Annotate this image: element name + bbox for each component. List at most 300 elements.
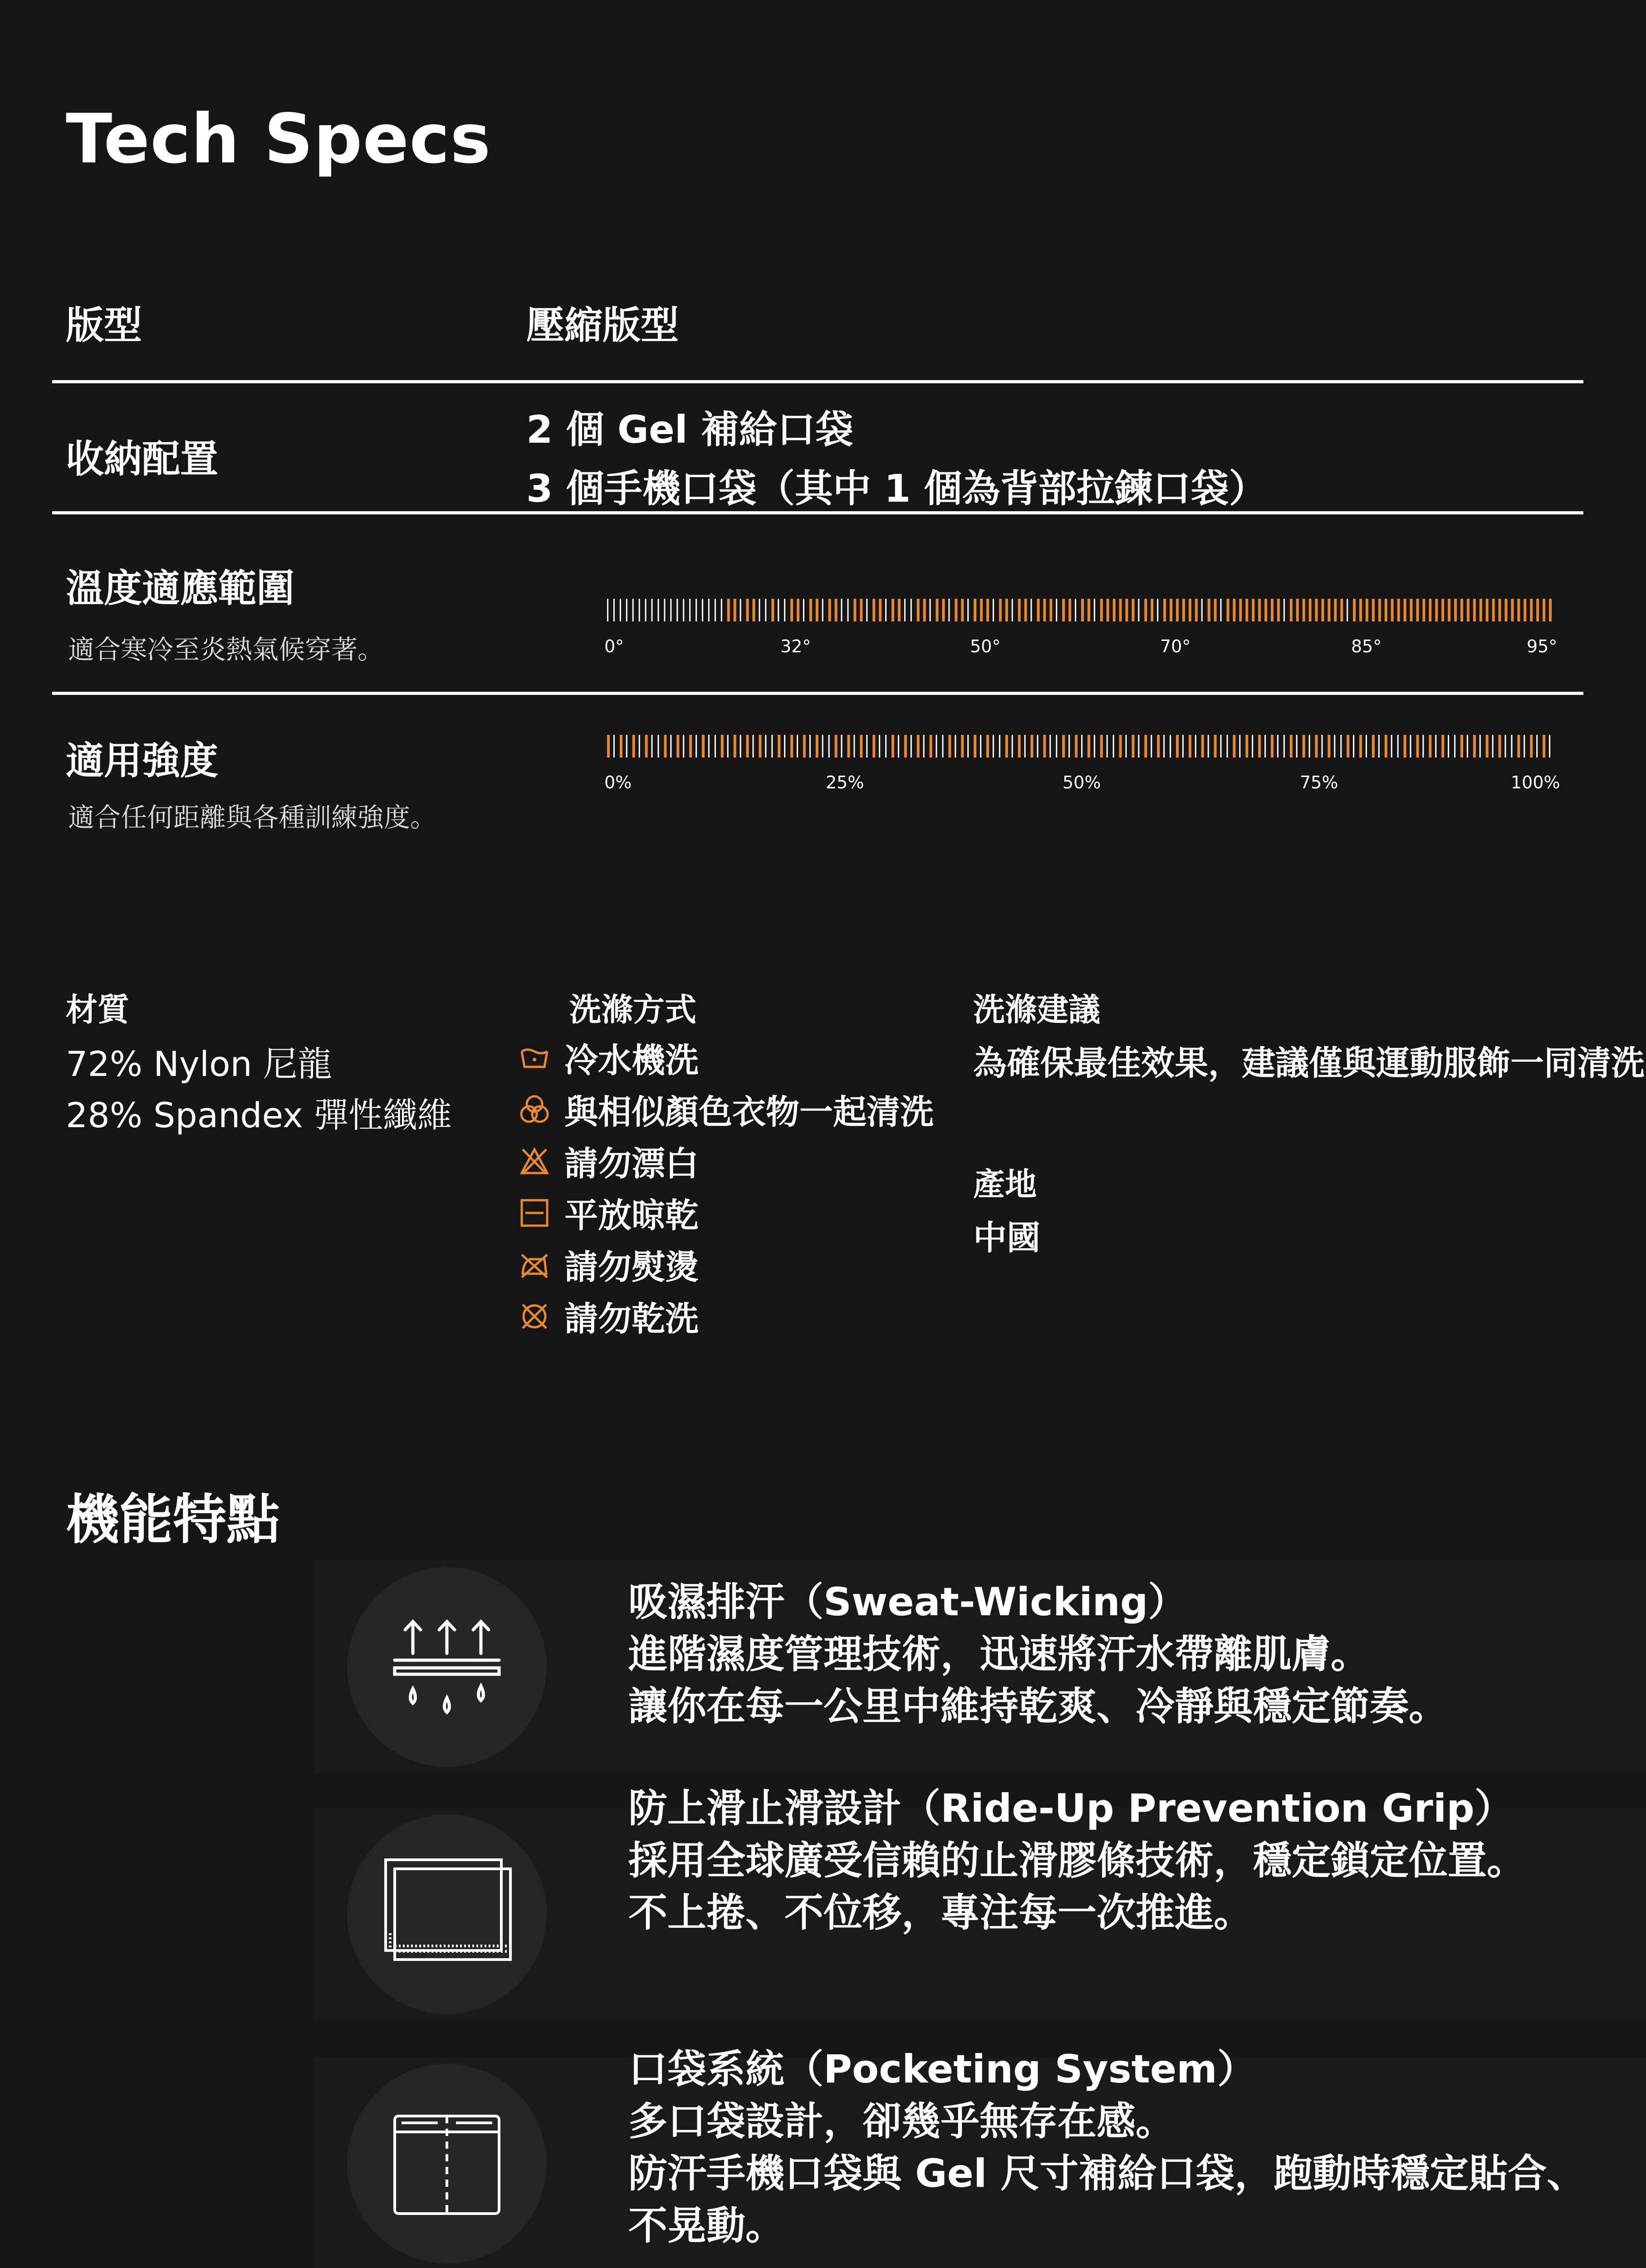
- scale-bar: [1189, 599, 1191, 621]
- scale-bar: [1353, 735, 1354, 758]
- scale-bar: [1195, 735, 1196, 758]
- scale-bar: [853, 735, 855, 758]
- scale-bar: [841, 735, 843, 758]
- scale-bar: [645, 735, 648, 758]
- grip-band-icon: [347, 1814, 547, 2014]
- scale-bar: [911, 599, 912, 621]
- scale-bar: [879, 599, 882, 621]
- temperature-tick-label: 95°: [1527, 636, 1558, 656]
- scale-bar: [1239, 599, 1242, 621]
- scale-bar: [1353, 599, 1356, 621]
- scale-bar: [961, 599, 964, 621]
- feature-text-block: [628, 1576, 1448, 1733]
- scale-bar: [645, 599, 647, 621]
- scale-bar: [923, 735, 925, 758]
- temperature-subtitle: 適合寒冷至炎熱氣候穿著。: [68, 634, 384, 665]
- care-item: [518, 1032, 934, 1084]
- feature-text-block: [628, 1783, 1526, 1939]
- scale-bar: [734, 599, 736, 621]
- scale-bar: [1245, 735, 1248, 758]
- divider: [52, 511, 1583, 514]
- scale-bar: [898, 599, 901, 621]
- scale-bar: [1277, 735, 1279, 758]
- intensity-label: 適用強度: [66, 738, 219, 783]
- scale-bar: [1208, 735, 1209, 758]
- scale-bar: [841, 599, 843, 621]
- care-item-label: 冷水機洗: [564, 1041, 699, 1080]
- scale-bar: [1372, 599, 1375, 621]
- page-title: Tech Specs: [66, 100, 491, 179]
- feature-icon-circle: [347, 2064, 547, 2263]
- scale-bar: [1157, 735, 1160, 758]
- scale-bar: [1088, 735, 1090, 758]
- scale-bar: [1511, 735, 1513, 758]
- scale-bar: [1151, 735, 1152, 758]
- care-item-label: 請勿熨燙: [564, 1248, 699, 1287]
- intensity-tick-label: 100%: [1511, 772, 1560, 792]
- scale-bar: [1448, 735, 1449, 758]
- scale-bar: [885, 735, 887, 758]
- scale-bar: [1378, 599, 1381, 621]
- scale-bar: [999, 735, 1000, 758]
- scale-bar: [1012, 735, 1013, 758]
- scale-bar: [790, 735, 793, 758]
- scale-bar: [696, 599, 697, 621]
- scale-bar: [790, 599, 793, 621]
- scale-bar: [784, 735, 785, 758]
- intensity-tick-label: 25%: [826, 772, 864, 792]
- scale-bar: [765, 599, 766, 621]
- scale-bar: [1543, 599, 1545, 621]
- scale-bar: [1303, 735, 1305, 758]
- pocket-system-icon: [347, 2064, 547, 2263]
- scale-bar: [1435, 599, 1438, 621]
- scale-bar: [1397, 599, 1400, 621]
- scale-bar: [1151, 599, 1153, 621]
- scale-bar: [1309, 599, 1312, 621]
- scale-bar: [1479, 735, 1481, 758]
- scale-bar: [1378, 735, 1380, 758]
- scale-bar: [1220, 599, 1222, 621]
- scale-bar: [1264, 599, 1267, 621]
- scale-bar: [683, 599, 684, 621]
- scale-bar: [626, 599, 627, 621]
- features-title: 機能特點: [66, 1488, 280, 1551]
- intensity-scale: [603, 730, 1565, 794]
- scale-bar: [1126, 599, 1128, 621]
- divider: [52, 692, 1583, 695]
- scale-bar: [1037, 599, 1040, 621]
- scale-bar: [1536, 735, 1538, 758]
- feature-description: 不晃動。: [628, 2203, 784, 2248]
- scale-bar: [835, 735, 838, 758]
- scale-bar: [664, 599, 665, 621]
- scale-bar: [1334, 735, 1335, 758]
- scale-bar: [1094, 735, 1095, 758]
- scale-bar: [1163, 599, 1166, 621]
- scale-bar: [1088, 599, 1090, 621]
- scale-bar: [1037, 735, 1039, 758]
- no-dry-clean-icon: [518, 1300, 551, 1333]
- no-bleach-icon: [518, 1145, 551, 1178]
- scale-bar: [1024, 599, 1027, 621]
- scale-bar: [1283, 599, 1285, 621]
- scale-bar: [778, 735, 780, 758]
- feature-description: 採用全球廣受信賴的止滑膠條技術，穩定鎖定位置。: [628, 1838, 1526, 1883]
- scale-bar: [1126, 735, 1127, 758]
- scale-bar: [936, 735, 937, 758]
- scale-bar: [1201, 735, 1204, 758]
- scale-bar: [1460, 599, 1463, 621]
- care-item: [518, 1135, 934, 1187]
- scale-bar: [999, 599, 1002, 621]
- scale-bar: [1492, 599, 1495, 621]
- material-line: 72% Nylon 尼龍: [66, 1044, 332, 1084]
- scale-bar: [1107, 599, 1109, 621]
- scale-bar: [1303, 599, 1305, 621]
- scale-bar: [1385, 599, 1387, 621]
- scale-bar: [1176, 735, 1179, 758]
- scale-bar: [759, 599, 760, 621]
- scale-bar: [1227, 599, 1230, 621]
- scale-bar: [955, 599, 957, 621]
- scale-bar: [872, 735, 875, 758]
- scale-bar: [1075, 735, 1078, 758]
- scale-bar: [727, 735, 729, 758]
- scale-bar: [879, 735, 880, 758]
- care-item: [518, 1290, 934, 1342]
- scale-bar: [620, 735, 622, 758]
- scale-bar: [809, 599, 812, 621]
- feature-heading: 防上滑止滑設計（Ride-Up Prevention Grip）: [628, 1786, 1514, 1831]
- scale-bar: [1227, 735, 1228, 758]
- fit-label: 版型: [66, 303, 142, 347]
- scale-bar: [727, 599, 730, 621]
- scale-bar: [1233, 599, 1235, 621]
- scale-bar: [1214, 735, 1217, 758]
- scale-bar: [1429, 599, 1431, 621]
- scale-bar: [1252, 735, 1253, 758]
- scale-bar: [1315, 735, 1318, 758]
- scale-bar: [1100, 735, 1103, 758]
- scale-bar: [753, 599, 755, 621]
- scale-bar: [866, 735, 867, 758]
- intensity-tick-label: 50%: [1063, 772, 1101, 792]
- scale-bar: [1176, 599, 1179, 621]
- scale-bar: [1239, 735, 1240, 758]
- scale-bar: [607, 599, 608, 621]
- scale-bar: [942, 735, 944, 758]
- scale-bar: [803, 735, 806, 758]
- scale-bar: [1113, 735, 1114, 758]
- scale-bar: [746, 735, 749, 758]
- care-heading: 洗滌方式: [569, 991, 696, 1028]
- scale-bar: [1283, 735, 1285, 758]
- scale-bar: [1530, 735, 1533, 758]
- scale-bar: [993, 735, 994, 758]
- care-item: [518, 1084, 934, 1135]
- scale-bar: [948, 599, 950, 621]
- scale-bar: [1068, 735, 1070, 758]
- temperature-tick-label: 85°: [1351, 636, 1382, 656]
- scale-bar: [1031, 735, 1034, 758]
- material-line: 28% Spandex 彈性纖維: [66, 1095, 452, 1135]
- origin-value: 中國: [973, 1218, 1040, 1257]
- scale-bar: [607, 735, 610, 758]
- scale-bar: [1144, 599, 1147, 621]
- scale-bar: [974, 735, 976, 758]
- storage-label: 收納配置: [66, 437, 219, 481]
- scale-bar: [847, 735, 850, 758]
- scale-bar: [1182, 599, 1185, 621]
- scale-bar: [1340, 735, 1342, 758]
- scale-bar: [1536, 599, 1539, 621]
- intensity-tick-label: 75%: [1300, 772, 1338, 792]
- scale-bar: [1290, 599, 1293, 621]
- origin-heading: 產地: [973, 1166, 1037, 1203]
- scale-bar: [1511, 599, 1514, 621]
- scale-bar: [1170, 599, 1172, 621]
- scale-bar: [1410, 735, 1411, 758]
- care-item-label: 請勿漂白: [564, 1144, 699, 1183]
- scale-bar: [734, 735, 736, 758]
- scale-bar: [1315, 599, 1318, 621]
- feature-heading: 吸濕排汗（Sweat-Wicking）: [628, 1579, 1187, 1625]
- scale-bar: [1081, 735, 1083, 758]
- scale-bar: [809, 735, 811, 758]
- fit-value: 壓縮版型: [526, 303, 679, 347]
- scale-bar: [986, 735, 989, 758]
- scale-bar: [1043, 735, 1046, 758]
- feature-text-block: [628, 2043, 1586, 2252]
- scale-bar: [1328, 599, 1330, 621]
- scale-bar: [1524, 599, 1526, 621]
- scale-bar: [1138, 599, 1139, 621]
- feature-description: 讓你在每一公里中維持乾爽、冷靜與穩定節奏。: [628, 1684, 1448, 1729]
- care-item-label: 請勿乾洗: [564, 1300, 699, 1339]
- intensity-subtitle: 適合任何距離與各種訓練強度。: [68, 802, 437, 833]
- scale-bar: [1473, 735, 1476, 758]
- scale-bar: [715, 735, 716, 758]
- scale-bar: [708, 735, 710, 758]
- scale-bar: [1366, 599, 1368, 621]
- scale-bar: [1441, 735, 1444, 758]
- scale-bar: [632, 599, 634, 621]
- feature-icon-circle: [347, 1814, 547, 2014]
- scale-bar: [923, 599, 926, 621]
- scale-bar: [1530, 599, 1533, 621]
- scale-bar: [1056, 599, 1057, 621]
- scale-bar: [639, 599, 640, 621]
- scale-bar: [778, 599, 779, 621]
- scale-bar: [1138, 735, 1139, 758]
- scale-bar: [797, 735, 798, 758]
- scale-bar: [1549, 735, 1550, 758]
- scale-bar: [1068, 599, 1071, 621]
- temperature-label: 溫度適應範圍: [66, 566, 295, 611]
- scale-bar: [1416, 735, 1419, 758]
- scale-bar: [974, 599, 976, 621]
- scale-bar: [1359, 599, 1362, 621]
- scale-bar: [835, 599, 838, 621]
- intensity-tick-label: 0%: [604, 772, 632, 792]
- scale-bar: [860, 735, 862, 758]
- scale-bar: [860, 599, 862, 621]
- advice-heading: 洗滌建議: [973, 991, 1100, 1028]
- care-list: [518, 1032, 934, 1342]
- scale-bar: [1296, 735, 1298, 758]
- scale-bar: [853, 599, 856, 621]
- scale-bar: [1322, 735, 1323, 758]
- scale-bar: [1012, 599, 1013, 621]
- scale-bar: [1486, 735, 1489, 758]
- scale-bar: [828, 599, 831, 621]
- scale-bar: [1119, 599, 1122, 621]
- temperature-tick-label: 70°: [1160, 636, 1191, 656]
- scale-bar: [967, 599, 969, 621]
- scale-bar: [917, 599, 920, 621]
- no-iron-icon: [518, 1248, 551, 1281]
- scale-bar: [1441, 599, 1444, 621]
- sweat-wicking-icon: [347, 1567, 547, 1767]
- scale-bar: [1062, 599, 1065, 621]
- dry-flat-icon: [518, 1197, 551, 1229]
- scale-bar: [885, 599, 887, 621]
- scale-bar: [866, 599, 867, 621]
- scale-bar: [784, 599, 785, 621]
- feature-description: 多口袋設計，卻幾乎無存在感。: [628, 2099, 1175, 2144]
- scale-bar: [1517, 599, 1520, 621]
- storage-line-1: 2 個 Gel 補給口袋: [526, 407, 853, 452]
- scale-bar: [753, 735, 754, 758]
- scale-bar: [1062, 735, 1065, 758]
- scale-bar: [828, 735, 830, 758]
- scale-bar: [1505, 735, 1506, 758]
- storage-line-2: 3 個手機口袋（其中 1 個為背部拉鍊口袋）: [526, 466, 1267, 511]
- scale-bar: [702, 735, 705, 758]
- scale-bar: [1347, 599, 1348, 621]
- scale-bar: [1195, 599, 1198, 621]
- scale-bar: [708, 599, 710, 621]
- scale-bar: [1397, 735, 1399, 758]
- scale-bar: [1024, 735, 1026, 758]
- scale-bar: [980, 599, 983, 621]
- scale-bar: [1094, 599, 1095, 621]
- scale-bar: [1005, 735, 1008, 758]
- scale-bar: [1416, 599, 1419, 621]
- feature-heading: 口袋系統（Pocketing System）: [628, 2047, 1256, 2092]
- scale-bar: [1499, 735, 1501, 758]
- scale-bar: [1005, 599, 1008, 621]
- scale-bar: [632, 735, 635, 758]
- scale-bar: [1290, 735, 1293, 758]
- scale-bar: [1258, 599, 1261, 621]
- scale-bar: [1189, 735, 1191, 758]
- scale-bar: [676, 735, 679, 758]
- scale-bar: [626, 735, 627, 758]
- scale-bar: [1309, 735, 1310, 758]
- scale-bar: [1454, 735, 1455, 758]
- scale-bar: [1075, 599, 1076, 621]
- scale-bar: [683, 735, 684, 758]
- scale-bar: [1081, 599, 1084, 621]
- scale-bar: [872, 599, 875, 621]
- scale-bar: [904, 599, 906, 621]
- scale-bar: [892, 599, 894, 621]
- scale-bar: [1018, 735, 1021, 758]
- scale-bar: [1245, 599, 1248, 621]
- care-item: [518, 1187, 934, 1239]
- scale-bar: [892, 735, 894, 758]
- scale-bar: [759, 735, 761, 758]
- scale-bar: [721, 735, 724, 758]
- scale-bar: [993, 599, 994, 621]
- scale-bar: [1429, 735, 1431, 758]
- scale-bar: [1410, 599, 1413, 621]
- scale-bar: [986, 599, 989, 621]
- care-item-label: 平放晾乾: [564, 1196, 699, 1235]
- scale-bar: [1486, 599, 1489, 621]
- scale-bar: [1119, 735, 1122, 758]
- scale-bar: [1460, 735, 1463, 758]
- scale-bar: [620, 599, 621, 621]
- scale-bar: [1454, 599, 1457, 621]
- feature-description: 防汗手機口袋與 Gel 尺寸補給口袋，跑動時穩定貼合、: [628, 2151, 1586, 2196]
- scale-bar: [652, 735, 653, 758]
- scale-bar: [942, 599, 945, 621]
- scale-bar: [1100, 599, 1103, 621]
- scale-bar: [771, 735, 773, 758]
- scale-bar: [1271, 599, 1274, 621]
- scale-bar: [1144, 735, 1147, 758]
- scale-bar: [1277, 599, 1280, 621]
- material-heading: 材質: [66, 991, 129, 1028]
- scale-bar: [1334, 599, 1337, 621]
- scale-bar: [898, 735, 899, 758]
- temperature-tick-label: 32°: [780, 636, 811, 656]
- intensity-scale-bars: [607, 735, 1550, 758]
- similar-colors-icon: [518, 1093, 551, 1126]
- scale-bar: [652, 599, 653, 621]
- scale-bar: [1208, 599, 1210, 621]
- scale-bar: [1056, 735, 1057, 758]
- scale-bar: [1182, 735, 1184, 758]
- scale-bar: [822, 735, 823, 758]
- scale-bar: [1018, 599, 1021, 621]
- scale-bar: [1107, 735, 1108, 758]
- scale-bar: [930, 599, 931, 621]
- scale-bar: [980, 735, 981, 758]
- scale-bar: [1467, 735, 1468, 758]
- scale-bar: [1517, 735, 1520, 758]
- scale-bar: [847, 599, 849, 621]
- advice-text: 為確保最佳效果，建議僅與運動服飾一同清洗: [973, 1044, 1645, 1083]
- scale-bar: [702, 599, 703, 621]
- scale-bar: [613, 599, 615, 621]
- scale-bar: [1201, 599, 1203, 621]
- scale-bar: [1448, 599, 1450, 621]
- scale-bar: [613, 735, 615, 758]
- scale-bar: [1264, 735, 1266, 758]
- scale-bar: [664, 735, 666, 758]
- scale-bar: [1505, 599, 1508, 621]
- scale-bar: [803, 599, 804, 621]
- scale-bar: [1385, 735, 1387, 758]
- scale-bar: [689, 735, 692, 758]
- scale-bar: [765, 735, 766, 758]
- scale-bar: [1132, 735, 1135, 758]
- scale-bar: [740, 599, 741, 621]
